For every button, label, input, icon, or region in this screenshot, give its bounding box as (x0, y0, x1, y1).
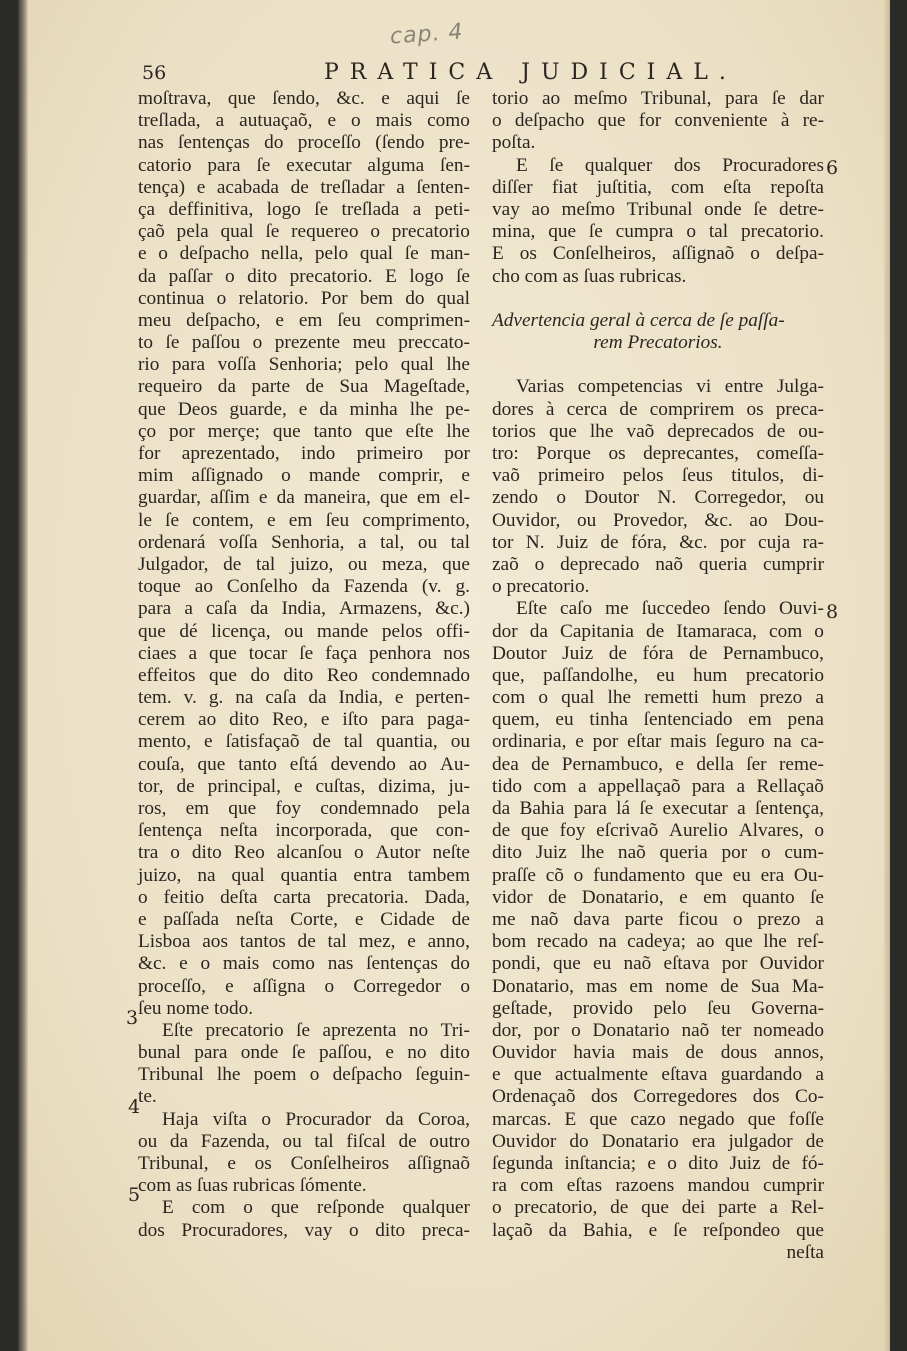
text-line: o feitio deſta carta precatoria. Dada, (138, 886, 470, 908)
text-line: Haja viſta o Procurador da Coroa, (162, 1108, 470, 1130)
text-line: marcas. E que cazo negado que foſſe (492, 1108, 824, 1130)
text-line: tor, de principal, e cuſtas, dizima, ju- (138, 775, 470, 797)
text-line: Advertencia geral à cerca de ſe paſſa- (492, 309, 785, 331)
text-line: de que foy eſcrivaõ Aurelio Alvares, o (492, 820, 824, 842)
text-line: zaõ o deprecado naõ queria cumprir (492, 553, 824, 575)
text-line: dea de Pernambuco, e della ſer reme- (492, 753, 824, 775)
text-line: que Deos guarde, e da minha lhe pe- (138, 398, 470, 420)
text-line: com as ſuas rubricas ſómente. (138, 1175, 367, 1197)
right-column-top (492, 88, 824, 288)
text-line: torios que lhe vaõ deprecados de ou- (492, 420, 824, 442)
text-line: ou da Fazenda, ou tal fiſcal de outro (138, 1130, 470, 1152)
text-line: dor da Capitania de Itamaraca, com o (492, 620, 824, 642)
text-line: mento, e ſatisfaçaõ de tal quantia, ou (138, 731, 470, 753)
text-line: ros, em que foy condemnado pela (138, 798, 470, 819)
text-line: o deſpacho que for conveniente à re- (492, 110, 824, 132)
text-line: tro: Porque os deprecantes, comeſſa- (492, 443, 824, 464)
text-line: cho com as ſuas rubricas. (492, 265, 687, 287)
text-line: vidor de Donatario, e em quanto ſe (492, 886, 824, 908)
catchword: neſta (786, 1241, 824, 1263)
left-column (138, 88, 470, 1242)
section-heading (492, 310, 824, 354)
margin-number-8: 8 (826, 601, 839, 623)
text-line: praſſe cõ o fundamento que eu era Ou- (492, 864, 824, 886)
text-line: çaõ pela qual ſe requereo o precatorio (138, 221, 470, 243)
text-line: Lisboa aos tantos de tal mez, e anno, (138, 931, 470, 953)
binding-gutter (18, 0, 28, 1351)
text-line: Ordenaçaõ dos Corregedores dos Co- (492, 1086, 824, 1108)
text-line: vaõ primeiro pelos ſeus titulos, di- (492, 465, 824, 487)
text-line: que, paſſandolhe, eu hum precatorio (492, 664, 824, 686)
text-line: com o qual lhe remetti hum prezo a (492, 687, 824, 709)
text-line: guardar, aſſim e da maneira, que em el- (138, 487, 470, 509)
text-line: ra com eſtas razoens mandou cumprir (492, 1175, 824, 1197)
margin-number-5: 5 (128, 1184, 141, 1206)
page-number: 56 (142, 62, 167, 84)
text-line: da paſſar o dito precatorio. E logo ſe (138, 265, 470, 287)
text-line: laçaõ da Bahia, e ſe reſpondeo que (492, 1219, 824, 1241)
text-line: diſſer fiat juſtitia, com eſta repoſta (492, 176, 824, 198)
text-line: que dé licença, ou mande pelos offi- (138, 620, 470, 642)
text-line: mina, que ſe cumpra o tal precatorio. (492, 221, 824, 243)
text-line: Donatario, mas em nome de Sua Ma- (492, 975, 824, 997)
text-line: tra o dito Reo alcanſou o Autor neſte (138, 842, 470, 864)
text-line: toque ao Conſelho da Fazenda (v. g. (138, 576, 470, 598)
text-line: te. (138, 1086, 157, 1108)
text-line: Ouvidor havia mais de dous annos, (492, 1042, 824, 1064)
text-line: mim aſſignado o mande comprir, e (138, 465, 470, 487)
text-line: geſtade, provido pelo ſeu Governa- (492, 997, 824, 1019)
right-column-body (492, 376, 824, 1241)
text-line: ça deffinitiva, logo ſe treſlada a peti- (138, 198, 470, 220)
text-line: Eſte precatorio ſe aprezenta no Tri- (162, 1019, 470, 1041)
text-line: le ſe contem, e em ſeu comprimento, (138, 509, 470, 531)
text-line: me naõ dava parte ficou o prezo a (492, 908, 824, 930)
text-line: torio ao meſmo Tribunal, para ſe dar (492, 88, 824, 109)
margin-number-3: 3 (126, 1007, 139, 1029)
text-line: da Bahia para lá ſe executar a ſentença, (492, 798, 824, 819)
margin-number-4: 4 (128, 1096, 141, 1118)
text-line: for aprezentado, indo primeiro por (138, 443, 470, 464)
text-line: Tribunal, e os Conſelheiros aſſignaõ (138, 1153, 470, 1174)
text-line: to ſe paſſou o prezente meu preccato- (138, 332, 470, 354)
text-line: meu deſpacho, e em ſeu comprimen- (138, 309, 470, 331)
text-line: Tribunal lhe poem o deſpacho ſeguin- (138, 1064, 470, 1086)
text-line: continua o relatorio. Por bem do qual (138, 287, 470, 309)
text-line: dores à cerca de comprirem os preca- (492, 398, 824, 420)
text-line: catorio para ſe executar alguma ſen- (138, 154, 470, 176)
text-line: tor N. Juiz de fóra, &c. por cuja ra- (492, 531, 824, 553)
book-page (18, 0, 890, 1351)
text-line: ço por merçe; que tanto que eſte lhe (138, 420, 470, 442)
right-column (492, 88, 824, 1264)
text-line: Ouvidor, ou Provedor, &c. ao Dou- (492, 509, 824, 531)
text-line: Varias competencias vi entre Julga- (516, 376, 824, 398)
text-line: vay ao meſmo Tribunal onde ſe detre- (492, 198, 824, 220)
text-line: tido com a appellaçaõ para a Rellaçaõ (492, 775, 824, 797)
text-line: Doutor Juiz de fóra de Pernambuco, (492, 642, 824, 664)
text-line: o precatorio, de que dei parte a Rel- (492, 1197, 824, 1219)
text-line: Ouvidor do Donatario era julgador de (492, 1130, 824, 1152)
text-line: ordinaria, e por eſtar mais ſeguro na ca- (492, 731, 824, 753)
margin-number-6: 6 (826, 157, 839, 179)
text-line: pondi, que eu naõ eſtava por Ouvidor (492, 953, 824, 975)
text-line: dor, por o Donatario naõ ter nomeado (492, 1019, 824, 1041)
text-line: bunal para onde ſe paſſou, e no dito (138, 1042, 470, 1064)
text-line: E os Conſelheiros, aſſignaõ o deſpa- (492, 243, 824, 265)
text-line: dos Procuradores, vay o dito preca- (138, 1219, 470, 1241)
handwritten-note: cap. 4 (389, 19, 465, 50)
text-line: couſa, que tanto eſtá devendo ao Au- (138, 753, 470, 775)
running-title: PRATICA JUDICIAL. (324, 60, 737, 85)
text-line: juizo, na qual quantia entra tambem (138, 864, 470, 886)
text-line: rio para voſſa Senhoria; pelo qual lhe (138, 354, 470, 376)
text-line: proceſſo, e aſſigna o Corregedor o (138, 975, 470, 997)
text-line: o precatorio. (492, 576, 590, 598)
text-line: treſlada, a autuaçaõ, e o mais como (138, 110, 470, 132)
text-line: zendo o Doutor N. Corregedor, ou (492, 487, 824, 509)
text-line: Eſte caſo me ſuccedeo ſendo Ouvi- (516, 598, 824, 620)
text-line: moſtrava, que ſendo, &c. e aqui ſe (138, 88, 470, 109)
text-line: E com o que reſponde qualquer (162, 1197, 470, 1219)
page-edge (884, 0, 890, 1351)
text-line: ſentença neſta incorporada, que con- (138, 820, 470, 842)
text-line: poſta. (492, 132, 536, 154)
text-line: effeitos que do dito Reo condemnado (138, 664, 470, 686)
text-line: E ſe qualquer dos Procuradores (516, 154, 824, 176)
text-line: requeiro da parte de Sua Mageſtade, (138, 376, 470, 398)
text-line: &c. e o mais como nas ſentenças do (138, 953, 470, 975)
text-line: e paſſada neſta Corte, e Cidade de (138, 908, 470, 930)
text-line: e o deſpacho nella, pelo qual ſe man- (138, 243, 470, 265)
text-line: rem Precatorios. (593, 332, 723, 354)
text-line: dito Juiz lhe naõ queria por o cum- (492, 842, 824, 864)
text-line: tença) e acabada de treſladar a ſenten- (138, 176, 470, 198)
text-line: para a caſa da India, Armazens, &c.) (138, 598, 470, 620)
text-line: ſeu nome todo. (138, 997, 254, 1019)
text-line: e que actualmente eſtava guardando a (492, 1064, 824, 1086)
text-line: ordenará voſſa Senhoria, a tal, ou tal (138, 531, 470, 553)
text-line: quem, eu tinha ſentenciado em pena (492, 709, 824, 731)
text-line: ſegunda inſtancia; e o dito Juiz de fó- (492, 1153, 824, 1174)
text-line: cerem ao dito Reo, e iſto para paga- (138, 709, 470, 731)
text-line: bom recado na cadeya; ao que lhe reſ- (492, 931, 824, 953)
text-line: tem. v. g. na caſa da India, e perten- (138, 687, 470, 709)
text-line: nas ſentenças do proceſſo (ſendo pre- (138, 132, 470, 154)
text-line: ciaes a que tocar ſe faça penhora nos (138, 642, 470, 664)
text-line: Julgador, de tal juizo, ou meza, que (138, 553, 470, 575)
